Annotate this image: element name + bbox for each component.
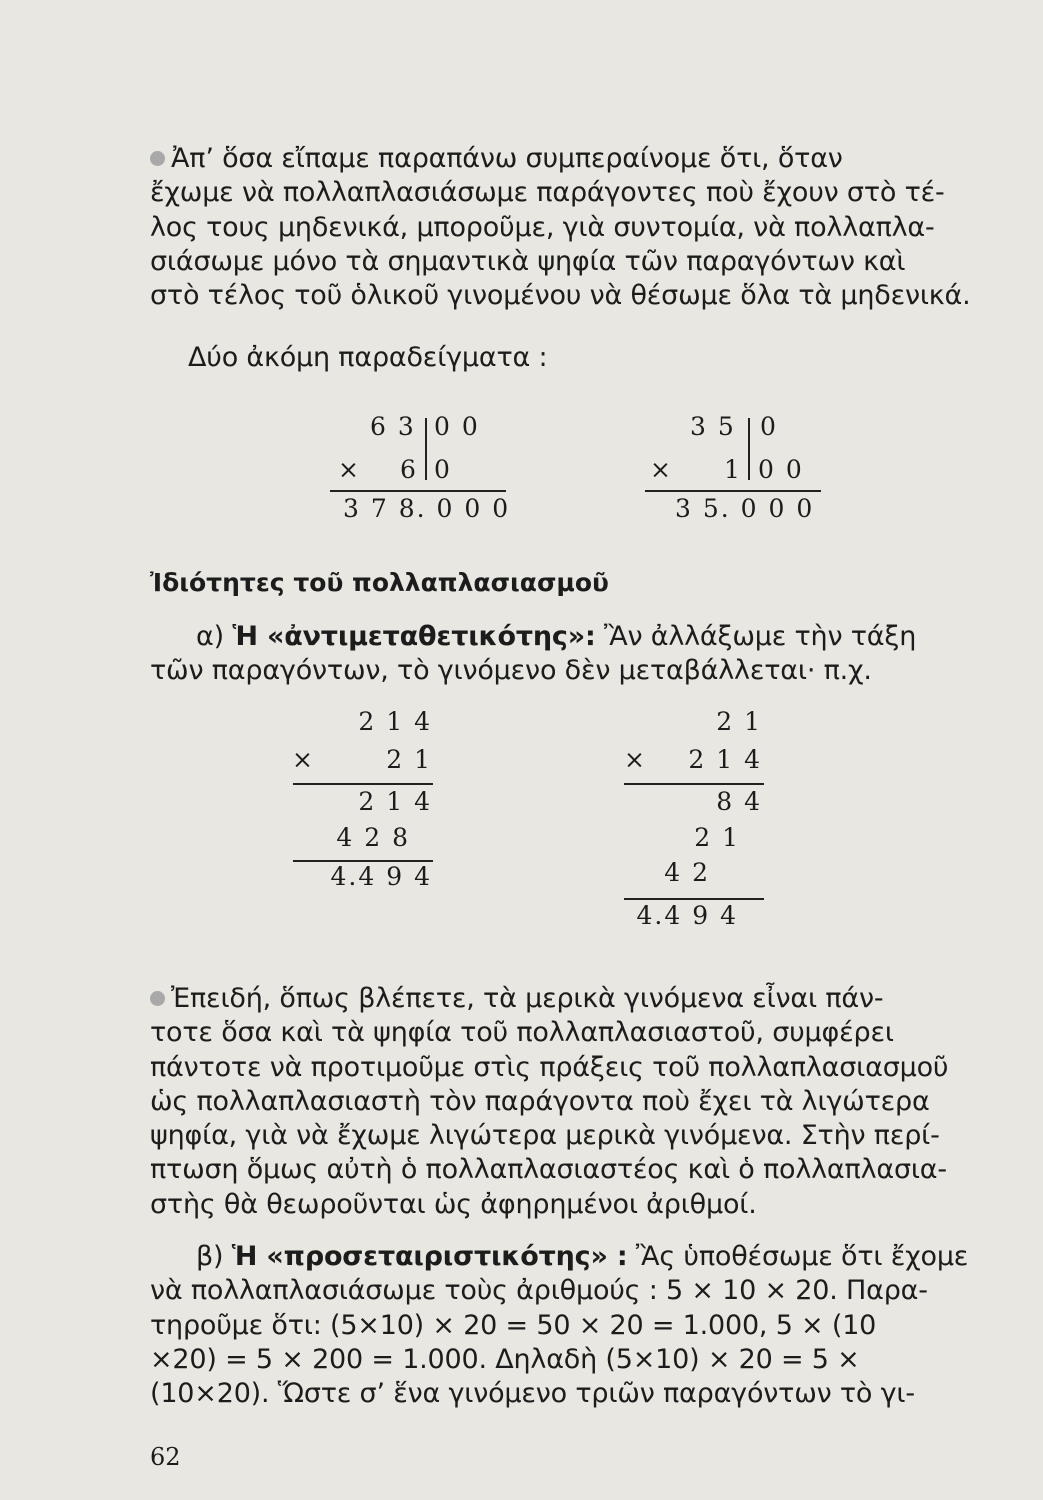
ex1-rule <box>330 490 506 492</box>
property-a-label: α) <box>196 621 233 652</box>
property-a-line2: τῶν παραγόντων, τὸ γινόμενο δὲν μεταβάλλεται· π.χ. <box>150 655 872 687</box>
paragraph-line: ψηφία, γιὰ νὰ ἔχωμε λιγώτερα μερικὰ γινόμενα. Στὴν περί- <box>150 1120 940 1152</box>
paragraph-line: ὡς πολλαπλασιαστὴ τὸν παράγοντα ποὺ ἔχει τὰ λιγώτερα <box>150 1085 930 1117</box>
paragraph-line: στὴς θὰ θεωροῦνται ὡς ἀφηρημένοι ἀριθμοί. <box>150 1188 757 1220</box>
property-b-text: Ἂς ὑποθέσωμε ὅτι ἔχομε <box>627 1241 969 1272</box>
property-a <box>150 620 978 689</box>
m2-partial-1: 8 4 <box>716 787 762 816</box>
ex1-row2-zeros: 0 <box>434 455 452 484</box>
ex2-row2-zeros: 0 0 <box>758 455 804 484</box>
paragraph-line: Ἐπειδή, ὅπως βλέπετε, τὰ μερικὰ γινόμενα εἶναι πάν- <box>150 982 978 1016</box>
m1-partial-2: 4 2 8 <box>336 823 410 852</box>
paragraph-zeros-shortcut <box>150 142 978 313</box>
property-a-name: Ἡ «ἀντιμεταθετικότης»: <box>232 621 596 652</box>
property-b-label: β) <box>196 1241 232 1272</box>
property-a-text: Ἂν ἀλλάξωμε τὴν τάξη <box>595 621 917 652</box>
m1-partial-1: 2 1 4 <box>358 787 432 816</box>
ex1-row2-digits: 6 <box>400 455 418 484</box>
ex2-result: 3 5. 0 0 0 <box>675 494 815 523</box>
m1-bottom: 2 1 <box>386 745 432 774</box>
m2-rule-1 <box>624 783 764 785</box>
m2-result: 4.4 9 4 <box>636 901 738 930</box>
m2-bottom: 2 1 4 <box>688 745 762 774</box>
m2-top: 2 1 <box>716 707 762 736</box>
m2-times-sign: × <box>624 745 647 774</box>
paragraph-line: λος τους μηδενικά, μποροῦμε, γιὰ συντομία, νὰ πολλαπλα- <box>150 211 935 243</box>
ex2-rule <box>645 490 821 492</box>
bullet-icon <box>150 151 165 166</box>
m2-partial-3: 4 2 <box>664 858 710 887</box>
ex2-row1-zeros: 0 <box>760 412 778 441</box>
bullet-icon <box>150 991 165 1006</box>
paragraph-line: τηροῦμε ὅτι: (5×10) × 20 = 50 × 20 = 1.000, 5 × (10 <box>150 1309 877 1341</box>
ex1-separator <box>425 418 427 480</box>
paragraph-line: πτωση ὅμως αὐτὴ ὁ πολλαπλασιαστέος καὶ ὁ πολλαπλασια- <box>150 1154 947 1186</box>
ex2-times-sign: × <box>650 455 673 484</box>
property-b-line1 <box>150 1240 978 1274</box>
paragraph-line: νὰ πολλαπλασιάσωμε τοὺς ἀριθμούς : 5 × 10 × 20. Παρα- <box>150 1275 928 1307</box>
examples-intro: Δύο ἀκόμη παραδείγματα : <box>188 342 548 373</box>
property-b-name: Ἡ «προσεταιριστικότης» : <box>231 1241 628 1272</box>
ex2-row1-digits: 3 5 <box>690 412 736 441</box>
m1-result: 4.4 9 4 <box>330 862 432 891</box>
ex1-row1-digits: 6 3 <box>370 412 416 441</box>
ex1-result: 3 7 8. 0 0 0 <box>343 494 511 523</box>
m1-top: 2 1 4 <box>358 707 432 736</box>
paragraph-line: Ἀπ’ ὅσα εἴπαμε παραπάνω συμπεραίνομε ὅτι, ὅταν <box>150 142 978 176</box>
property-b <box>150 1240 978 1411</box>
section-heading: Ἰδιότητες τοῦ πολλαπλασιασμοῦ <box>150 568 609 597</box>
paragraph-line: πάντοτε νὰ προτιμοῦμε στὶς πράξεις τοῦ πολλαπλασιασμοῦ <box>150 1051 949 1083</box>
ex1-row1-zeros: 0 0 <box>434 412 480 441</box>
ex2-separator <box>748 418 750 480</box>
paragraph-line: ἔχωμε νὰ πολλαπλασιάσωμε παράγοντες ποὺ ἔχουν στὸ τέ- <box>150 177 945 209</box>
paragraph-line: στὸ τέλος τοῦ ὁλικοῦ γινομένου νὰ θέσωμε ὅλα τὰ μηδενικά. <box>150 280 971 312</box>
ex1-times-sign: × <box>338 455 361 484</box>
property-a-line1 <box>150 620 978 654</box>
m1-rule-1 <box>293 783 433 785</box>
paragraph-fewer-partial-products <box>150 982 978 1222</box>
paragraph-line: (10×20). Ὥστε σ’ ἕνα γινόμενο τριῶν παραγόντων τὸ γι- <box>150 1378 915 1410</box>
m1-times-sign: × <box>292 745 315 774</box>
m2-partial-2: 2 1 <box>694 823 740 852</box>
paragraph-line: σιάσωμε μόνο τὰ σημαντικὰ ψηφία τῶν παραγόντων καὶ <box>150 245 906 277</box>
ex2-row2-digits: 1 <box>724 455 742 484</box>
paragraph-line: τοτε ὅσα καὶ τὰ ψηφία τοῦ πολλαπλασιαστοῦ, συμφέρει <box>150 1017 894 1049</box>
page-number: 62 <box>150 1443 181 1471</box>
paragraph-line: ×20) = 5 × 200 = 1.000. Δηλαδὴ (5×10) × 20 = 5 × <box>150 1343 860 1375</box>
m2-rule-2 <box>624 898 764 900</box>
